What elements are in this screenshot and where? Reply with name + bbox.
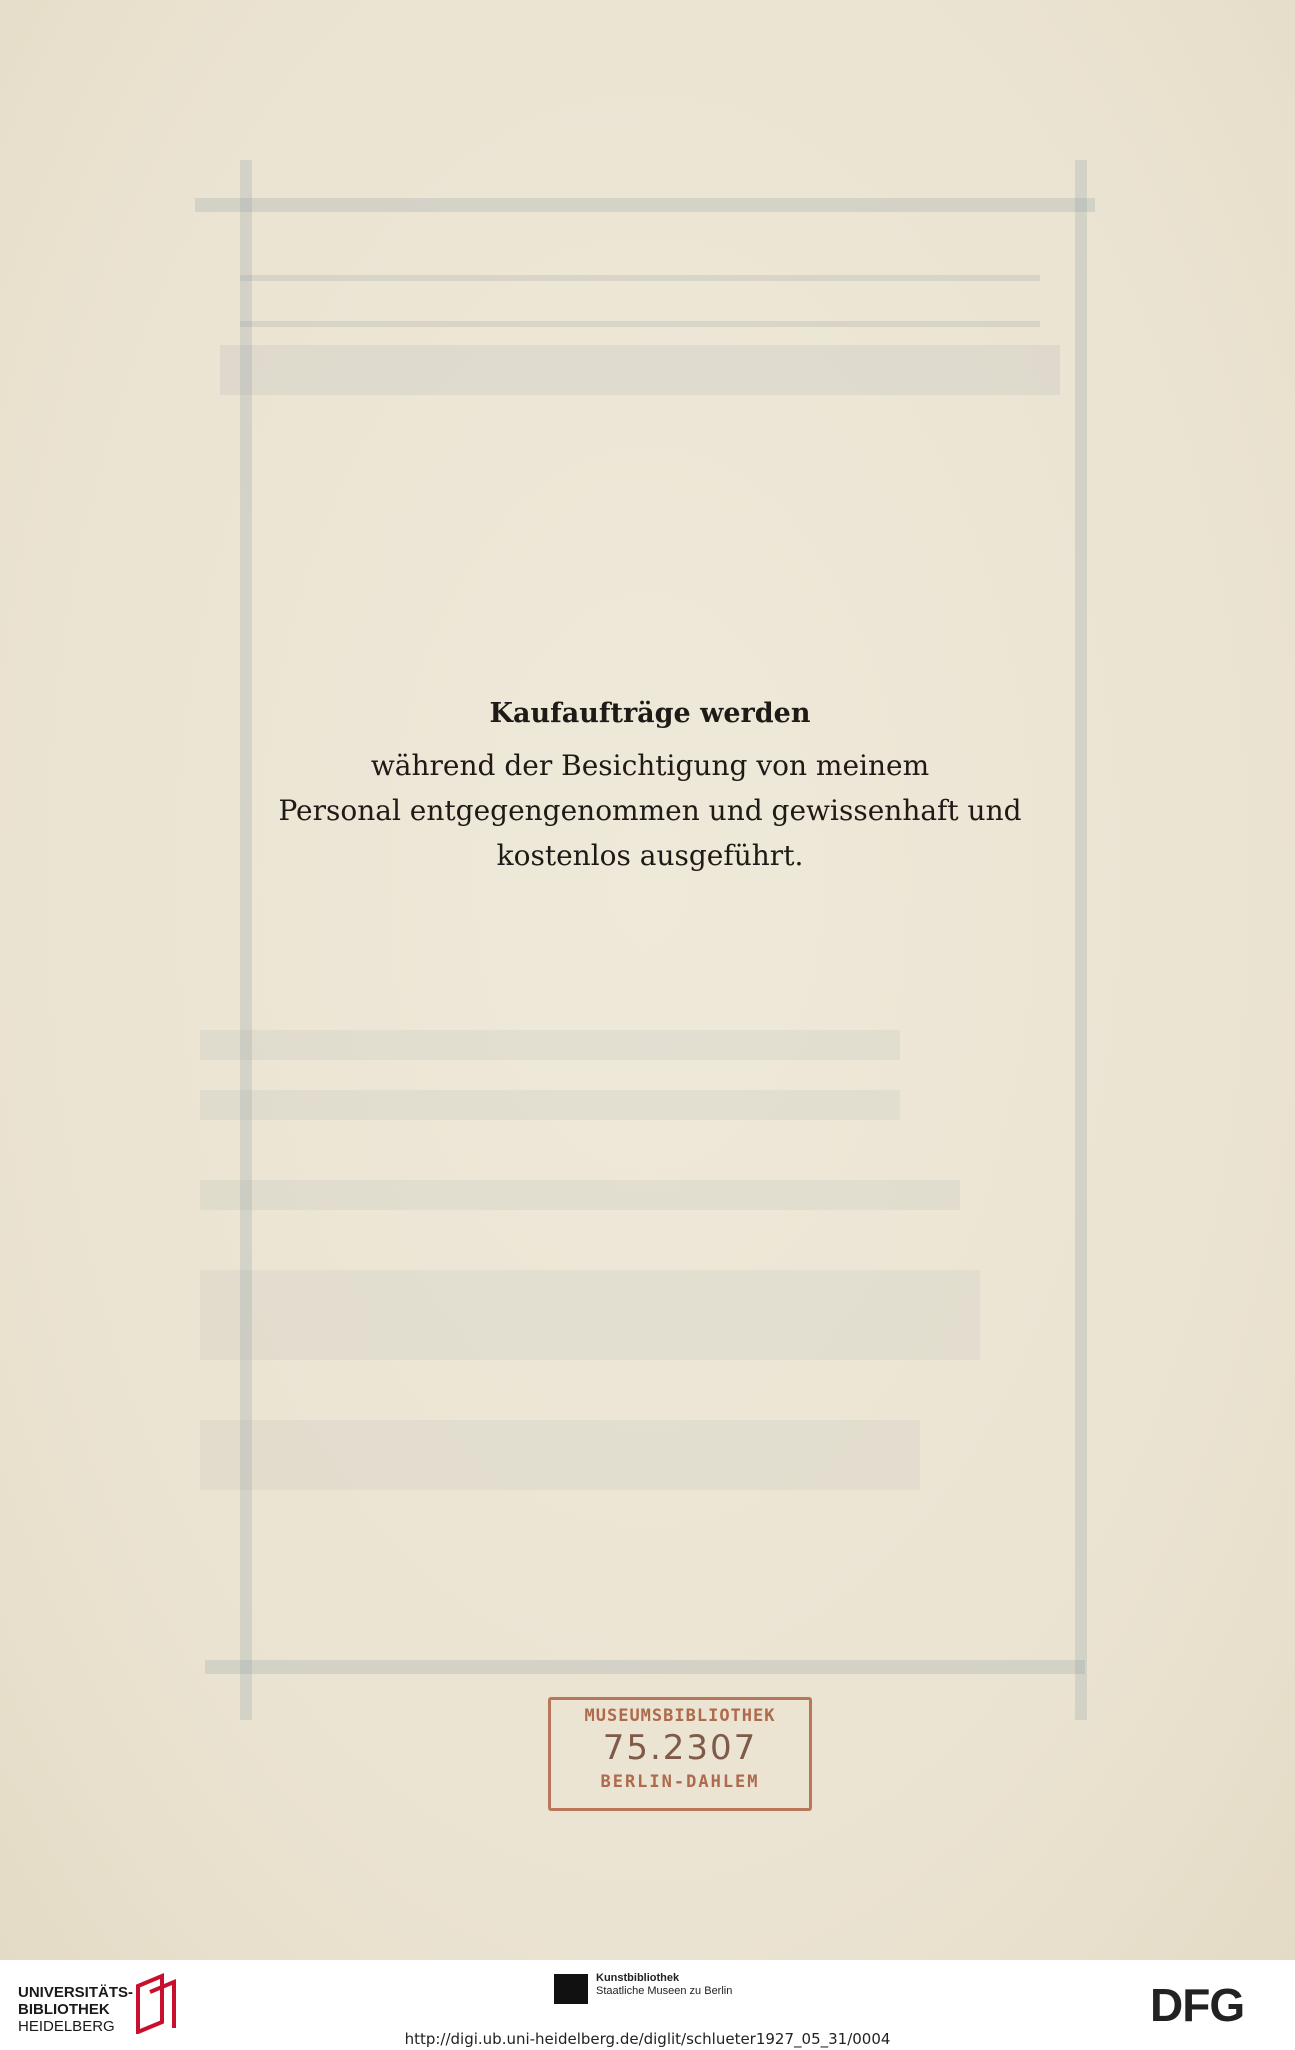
- ub-line-3: HEIDELBERG: [18, 2018, 115, 2035]
- notice-line-2: Personal entgegengenommen und gewissenhaft und: [278, 794, 1022, 827]
- kb-line-1: Kunstbibliothek: [596, 1972, 680, 1984]
- source-url-link[interactable]: http://digi.ub.uni-heidelberg.de/diglit/schlueter1927_05_31/0004: [404, 2030, 891, 2048]
- ub-line-1: UNIVERSITÄTS-: [18, 1984, 134, 2001]
- purchase-orders-notice: [250, 698, 1050, 878]
- kunstbibliothek-logo-icon: [554, 1974, 588, 2004]
- museum-library-stamp: [548, 1697, 812, 1811]
- notice-heading: Kaufaufträge werden: [489, 698, 811, 729]
- ub-line-2: BIBLIOTHEK: [18, 2001, 110, 2018]
- kb-line-2: Staatliche Museen zu Berlin: [596, 1985, 733, 1997]
- frame-top-line: [195, 198, 1095, 212]
- dfg-logo: DFG: [1150, 1979, 1245, 2031]
- bleed-through-header: [200, 275, 1080, 425]
- ub-heidelberg-logo-icon: [132, 1972, 180, 2034]
- bleed-through-schedule: [200, 1030, 1080, 1590]
- stamp-shelf-number: 75.2307: [602, 1728, 758, 1768]
- stamp-top-text: MUSEUMSBIBLIOTHEK: [584, 1706, 776, 1726]
- notice-line-1: während der Besichtigung von meinem: [370, 749, 930, 782]
- digitization-footer: [0, 1960, 1295, 2050]
- ub-heidelberg-wordmark: [18, 1984, 133, 2035]
- stamp-bottom-text: BERLIN-DAHLEM: [600, 1772, 760, 1792]
- frame-bottom-line: [205, 1660, 1085, 1674]
- notice-line-3: kostenlos ausgeführt.: [496, 839, 804, 872]
